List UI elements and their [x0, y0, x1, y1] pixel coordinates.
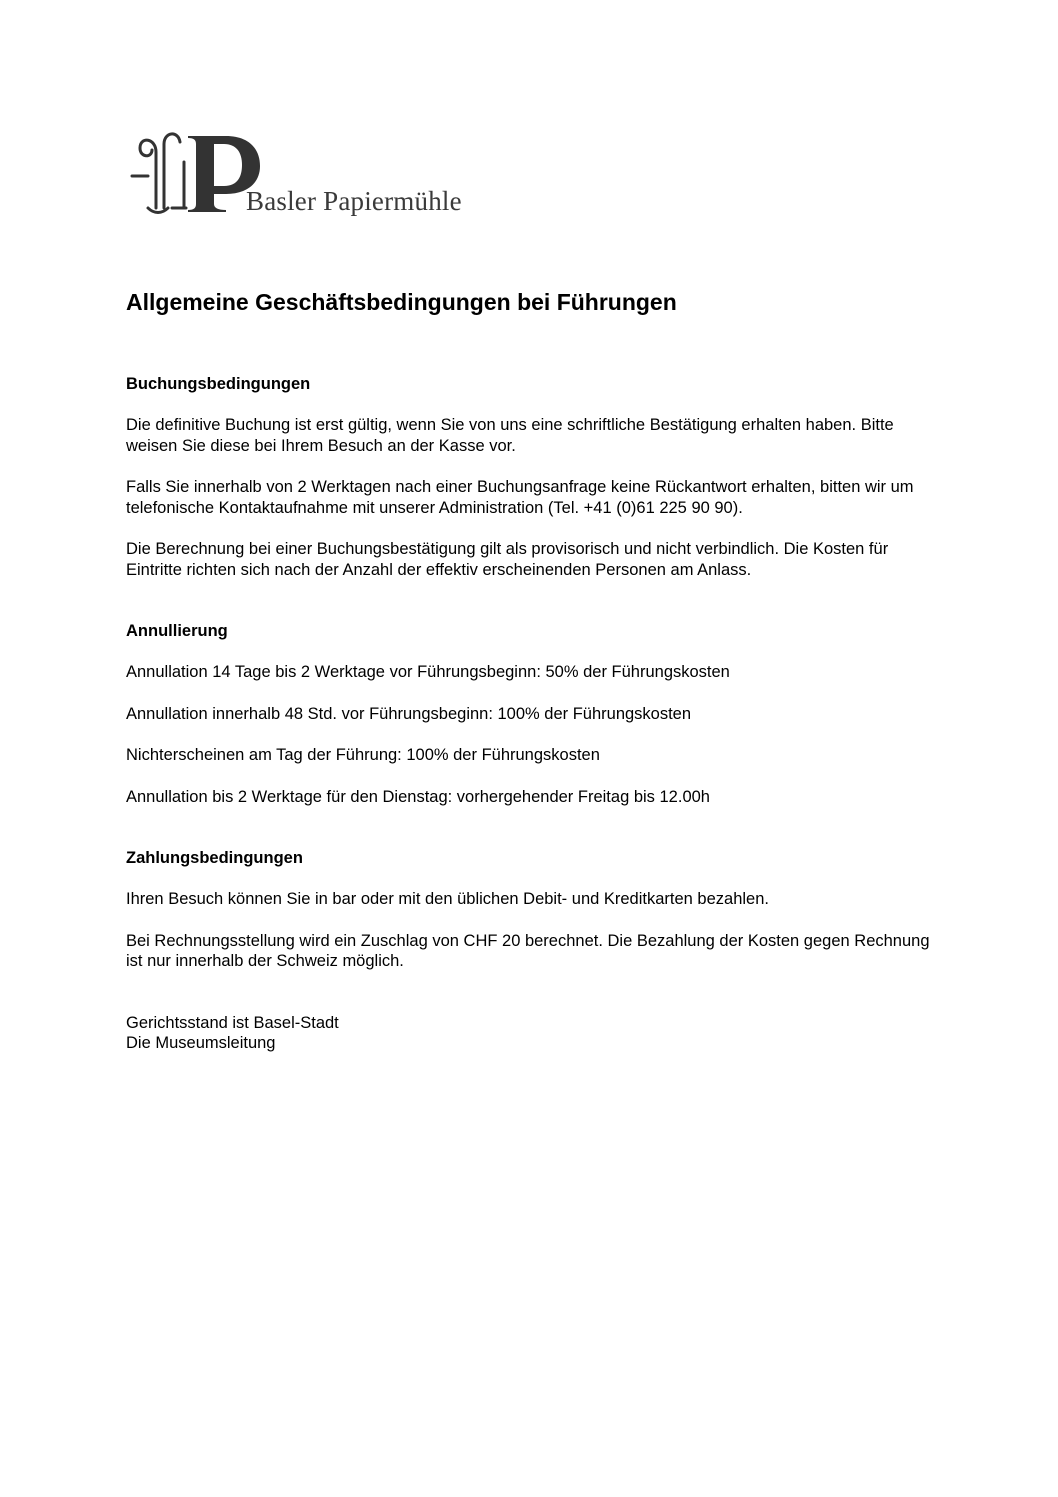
- logo: [130, 128, 530, 220]
- page-title: Allgemeine Geschäftsbedingungen bei Führungen: [126, 289, 677, 315]
- signature-line: Die Museumsleitung: [126, 1034, 276, 1052]
- section-heading: Annullierung: [126, 622, 228, 640]
- basler-papiermuehle-logo-icon: [130, 128, 265, 218]
- section-cancellation: [126, 621, 936, 807]
- section-heading: Zahlungsbedingungen: [126, 849, 303, 867]
- footer: [126, 1013, 936, 1054]
- document-body: [126, 287, 936, 1054]
- paragraph: Nichterscheinen am Tag der Führung: 100% der Führungskosten: [126, 746, 600, 764]
- paragraph: Die Berechnung bei einer Buchungsbestätigung gilt als provisorisch und nicht verbindlich. Die Kosten für Eintritte richten sich nach der Anzahl der effektiv erscheinenden Personen am Anlass.: [126, 540, 889, 579]
- paragraph: Annullation 14 Tage bis 2 Werktage vor Führungsbeginn: 50% der Führungskosten: [126, 663, 730, 681]
- logo-text: Basler Papiermühle: [246, 186, 462, 216]
- paragraph: Falls Sie innerhalb von 2 Werktagen nach einer Buchungsanfrage keine Rückantwort erhalten, bitten wir um telefonische Kontaktaufnahme mit unserer Administration (Tel. +41 (0)61 225 90 90).: [126, 478, 914, 517]
- jurisdiction-line: Gerichtsstand ist Basel-Stadt: [126, 1013, 339, 1032]
- paragraph: Annullation innerhalb 48 Std. vor Führungsbeginn: 100% der Führungskosten: [126, 704, 692, 723]
- section-heading: Buchungsbedingungen: [126, 375, 311, 393]
- paragraph: Die definitive Buchung ist erst gültig, wenn Sie von uns eine schriftliche Bestätigung erhalten haben. Bitte weisen Sie diese bei Ihrem Besuch an der Kasse vor.: [126, 416, 894, 455]
- section-payment-conditions: [126, 848, 936, 972]
- paragraph: Bei Rechnungsstellung wird ein Zuschlag von CHF 20 berechnet. Die Bezahlung der Kosten gegen Rechnung ist nur innerhalb der Schweiz möglich.: [126, 931, 930, 970]
- paragraph: Ihren Besuch können Sie in bar oder mit den üblichen Debit- und Kreditkarten bezahlen.: [126, 890, 769, 908]
- section-booking-conditions: [126, 374, 936, 580]
- paragraph: Annullation bis 2 Werktage für den Dienstag: vorhergehender Freitag bis 12.00h: [126, 787, 710, 806]
